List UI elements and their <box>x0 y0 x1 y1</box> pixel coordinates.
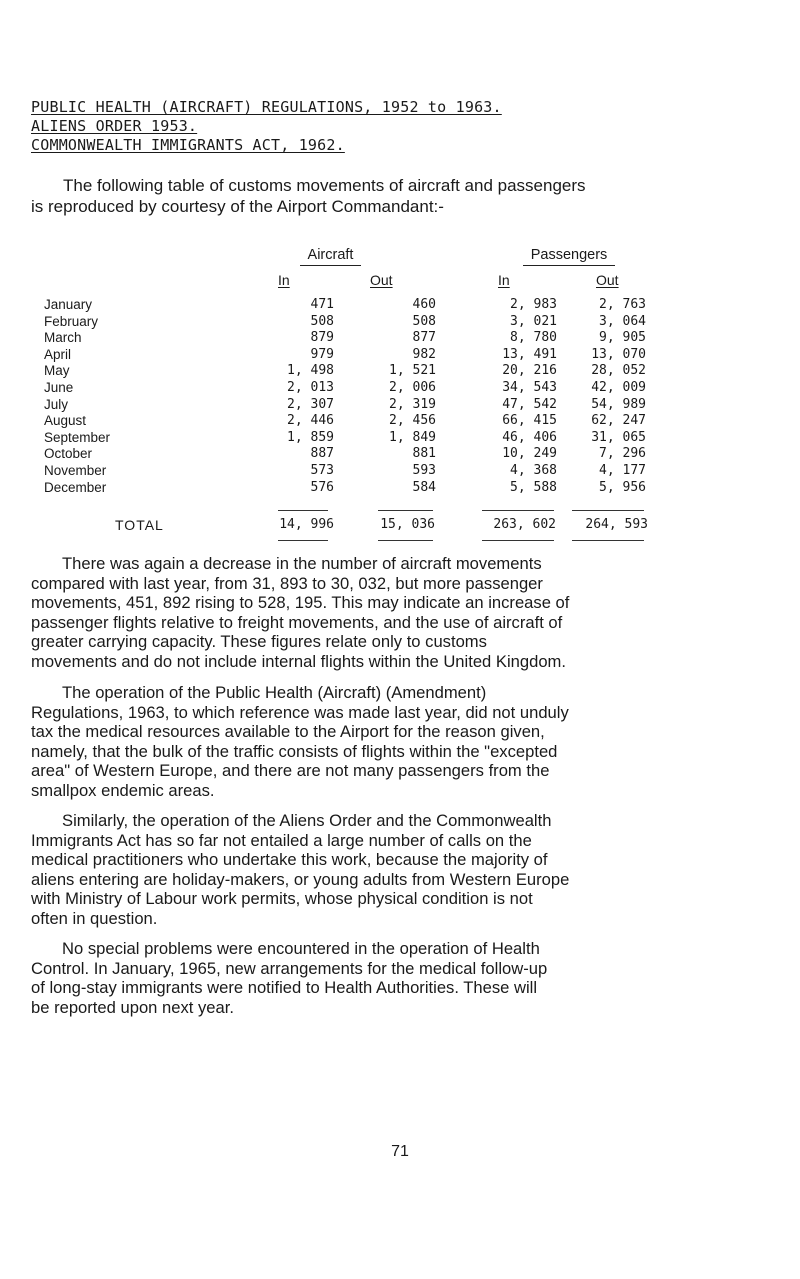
paragraph-line: The operation of the Public Health (Aircraft) (Amendment) <box>62 683 487 702</box>
table-row <box>44 347 646 364</box>
paragraph-aliens-order <box>31 811 781 929</box>
passengers-out-cell: 62, 247 <box>591 413 646 429</box>
group-header-aircraft: Aircraft <box>248 247 413 263</box>
paragraph-line: compared with last year, from 31, 893 to 30, 032, but more passenger <box>31 573 543 593</box>
paragraph-line: passenger flights relative to freight movements, and the use of aircraft of <box>31 612 563 632</box>
table-row <box>44 413 646 430</box>
col-header-passengers-out: Out <box>596 272 619 288</box>
paragraph-line: greater carrying capacity. These figures relate only to customs <box>31 632 487 652</box>
rule-above-total-1 <box>278 510 328 511</box>
aircraft-in-cell: 576 <box>310 479 334 495</box>
passengers-out-cell: 31, 065 <box>591 429 646 445</box>
paragraph-line: with Ministry of Labour work permits, whose physical condition is not <box>31 889 533 909</box>
passengers-in-cell: 2, 983 <box>510 297 557 312</box>
aircraft-out-cell: 1, 849 <box>389 429 436 445</box>
aircraft-out-cell: 2, 006 <box>389 379 436 395</box>
paragraph-line: be reported upon next year. <box>31 997 234 1017</box>
table-row <box>44 297 646 314</box>
paragraph-line: of long-stay immigrants were notified to Health Authorities. These will <box>31 978 538 998</box>
paragraph-line: Similarly, the operation of the Aliens Order and the Commonwealth <box>62 811 552 830</box>
passengers-out-cell: 9, 905 <box>599 330 646 346</box>
rule-below-total-2 <box>378 540 433 541</box>
month-cell: February <box>44 313 99 329</box>
rule-below-total-4 <box>572 540 644 541</box>
total-aircraft-out: 15, 036 <box>380 517 435 532</box>
passengers-out-cell: 28, 052 <box>591 363 646 379</box>
aircraft-in-cell: 2, 307 <box>287 396 334 412</box>
aircraft-in-cell: 1, 859 <box>287 429 334 445</box>
aircraft-in-cell: 887 <box>310 446 334 462</box>
aircraft-in-cell: 879 <box>310 330 334 346</box>
rule-below-total-3 <box>482 540 554 541</box>
heading-public-health: PUBLIC HEALTH (AIRCRAFT) REGULATIONS, 1952 to 1963. <box>31 98 502 116</box>
table-row <box>44 446 646 463</box>
table-row <box>44 430 646 447</box>
aircraft-out-cell: 593 <box>412 462 436 478</box>
paragraph-line: movements, 451, 892 rising to 528, 195. This may indicate an increase of <box>31 593 570 613</box>
passengers-out-cell: 5, 956 <box>599 479 646 495</box>
month-cell: July <box>44 396 69 412</box>
table-row <box>44 480 646 497</box>
month-cell: May <box>44 363 70 379</box>
passengers-out-cell: 3, 064 <box>599 313 646 329</box>
month-cell: August <box>44 413 87 429</box>
paragraph-public-health-amendment <box>31 683 781 801</box>
total-passengers-in: 263, 602 <box>493 517 556 532</box>
passengers-in-cell: 10, 249 <box>502 446 557 462</box>
month-cell: June <box>44 379 74 395</box>
total-label: TOTAL <box>115 517 164 533</box>
table-row <box>44 330 646 347</box>
aircraft-out-cell: 508 <box>412 313 436 329</box>
table-row <box>44 363 646 380</box>
rule-above-total-3 <box>482 510 554 511</box>
month-cell: January <box>44 297 93 312</box>
intro-line-1: The following table of customs movements of aircraft and passengers <box>63 176 586 195</box>
group-header-passengers: Passengers <box>460 247 678 263</box>
rule-above-total-4 <box>572 510 644 511</box>
aircraft-out-cell: 2, 319 <box>389 396 436 412</box>
paragraph-line: area" of Western Europe, and there are not many passengers from the <box>31 761 550 781</box>
aircraft-out-cell: 881 <box>412 446 436 462</box>
rule-above-total-2 <box>378 510 433 511</box>
aircraft-in-cell: 508 <box>310 313 334 329</box>
heading-aliens-order: ALIENS ORDER 1953. <box>31 117 198 135</box>
col-header-passengers-in: In <box>498 272 510 288</box>
passengers-in-cell: 47, 542 <box>502 396 557 412</box>
table-row <box>44 463 646 480</box>
paragraph-health-control <box>31 939 781 1017</box>
paragraph-line: namely, that the bulk of the traffic consists of flights within the "excepted <box>31 741 558 761</box>
aircraft-in-cell: 2, 446 <box>287 413 334 429</box>
heading-commonwealth-act: COMMONWEALTH IMMIGRANTS ACT, 1962. <box>31 136 345 154</box>
month-cell: October <box>44 446 93 462</box>
month-cell: April <box>44 346 72 362</box>
col-header-aircraft-out: Out <box>370 272 393 288</box>
paragraph-line: tax the medical resources available to the Airport for the reason given, <box>31 722 545 742</box>
passengers-in-cell: 8, 780 <box>510 330 557 346</box>
passengers-out-cell: 13, 070 <box>591 346 646 362</box>
customs-movements-table <box>44 297 646 496</box>
paragraph-line: smallpox endemic areas. <box>31 780 215 800</box>
passengers-in-cell: 4, 368 <box>510 462 557 478</box>
aircraft-in-cell: 471 <box>310 297 334 312</box>
paragraph-line: movements and do not include internal flights within the United Kingdom. <box>31 651 566 671</box>
passengers-out-cell: 42, 009 <box>591 379 646 395</box>
table-row <box>44 314 646 331</box>
passengers-in-cell: 3, 021 <box>510 313 557 329</box>
aircraft-out-cell: 1, 521 <box>389 363 436 379</box>
paragraph-line: often in question. <box>31 908 158 928</box>
section-headings <box>31 98 502 155</box>
total-passengers-out: 264, 593 <box>585 517 648 532</box>
month-cell: March <box>44 330 82 346</box>
col-header-aircraft-in: In <box>278 272 290 288</box>
paragraph-line: aliens entering are holiday-makers, or young adults from Western Europe <box>31 869 570 889</box>
passengers-out-cell: 54, 989 <box>591 396 646 412</box>
paragraph-line: There was again a decrease in the number of aircraft movements <box>62 554 542 573</box>
aircraft-in-cell: 1, 498 <box>287 363 334 379</box>
month-cell: December <box>44 479 107 495</box>
total-aircraft-in: 14, 996 <box>279 517 334 532</box>
passengers-out-cell: 7, 296 <box>599 446 646 462</box>
paragraph-aircraft-movements <box>31 554 781 672</box>
page-number: 71 <box>391 1143 409 1160</box>
passengers-in-cell: 46, 406 <box>502 429 557 445</box>
passengers-out-cell: 2, 763 <box>599 297 646 312</box>
paragraph-line: No special problems were encountered in the operation of Health <box>62 939 540 958</box>
aircraft-out-cell: 877 <box>412 330 436 346</box>
passengers-in-cell: 5, 588 <box>510 479 557 495</box>
month-cell: November <box>44 462 107 478</box>
aircraft-in-cell: 573 <box>310 462 334 478</box>
paragraph-line: Immigrants Act has so far not entailed a large number of calls on the <box>31 830 532 850</box>
aircraft-out-cell: 2, 456 <box>389 413 436 429</box>
intro-paragraph <box>31 175 776 217</box>
paragraph-line: medical practitioners who undertake this work, because the majority of <box>31 850 548 870</box>
paragraph-line: Regulations, 1963, to which reference was made last year, did not unduly <box>31 702 569 722</box>
passengers-in-cell: 20, 216 <box>502 363 557 379</box>
aircraft-out-cell: 584 <box>412 479 436 495</box>
passengers-out-cell: 4, 177 <box>599 462 646 478</box>
aircraft-in-cell: 979 <box>310 346 334 362</box>
month-cell: September <box>44 429 111 445</box>
passengers-in-cell: 66, 415 <box>502 413 557 429</box>
paragraph-line: Control. In January, 1965, new arrangements for the medical follow-up <box>31 958 548 978</box>
table-row <box>44 380 646 397</box>
aircraft-in-cell: 2, 013 <box>287 379 334 395</box>
rule-below-total-1 <box>278 540 328 541</box>
aircraft-out-cell: 982 <box>412 346 436 362</box>
passengers-in-cell: 13, 491 <box>502 346 557 362</box>
aircraft-out-cell: 460 <box>412 297 436 312</box>
passengers-in-cell: 34, 543 <box>502 379 557 395</box>
table-row <box>44 397 646 414</box>
intro-line-2: is reproduced by courtesy of the Airport Commandant:- <box>31 197 444 216</box>
